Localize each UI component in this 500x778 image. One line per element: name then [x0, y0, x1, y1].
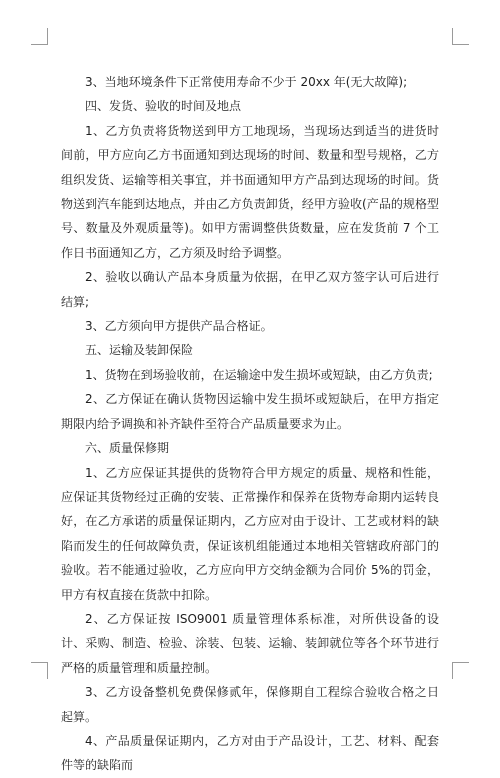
paragraph-warranty-clause-2: 2、乙方保证按 ISO9001 质量管理体系标准，对所供设备的设计、采购、制造、检验、涂装、包装、运输、装卸就位等各个环节进行严格的质量管理和质量控制。: [61, 611, 439, 675]
paragraph-transport-clause-2: 2、乙方保证在确认货物因运输中发生损坏或短缺后，在甲方指定期限内给予调换和补齐缺件至符合产品质量要求为止。: [61, 392, 439, 431]
paragraph-transport-clause-1: 1、货物在到场验收前，在运输途中发生损坏或短缺，由乙方负责;: [85, 367, 433, 382]
section-heading-warranty: 六、质量保修期: [85, 441, 170, 456]
paragraph-warranty-clause-4: 4、产品质量保证期内，乙方对由于产品设计，工艺、材料、配套件等的缺陷而: [61, 733, 439, 773]
paragraph-warranty-clause-1: 1、乙方应保证其提供的货物符合甲方规定的质量、规格和性能，应保证其货物经过正确的安装、正常操作和保养在货物寿命期内运转良好，在乙方承诺的质量保证期内，乙方应对由于设计、工艺或材料的缺陷而发生的任何故障负责，保证该机组能通过本地相关管辖政府部门的验收。若不能通过验收，乙方应向甲方交纳金额为合同价 5%的罚金，甲方有权直接在货款中扣除。: [61, 465, 439, 602]
section-heading-delivery: 四、发货、验收的时间及地点: [85, 99, 242, 114]
document-body: [61, 70, 439, 778]
crop-mark-bottom-left: [31, 662, 48, 679]
section-heading-transport: 五、运输及装卸保险: [85, 343, 194, 358]
paragraph-warranty-clause-3: 3、乙方设备整机免费保修贰年，保修期自工程综合验收合格之日起算。: [61, 685, 439, 724]
paragraph-lifetime-clause: 3、当地环境条件下正常使用寿命不少于 20xx 年(无大故障);: [85, 75, 408, 89]
crop-mark-bottom-right: [452, 662, 469, 679]
crop-mark-top-right: [452, 28, 469, 45]
crop-mark-top-left: [31, 28, 48, 45]
paragraph-delivery-clause-1: 1、乙方负责将货物送到甲方工地现场，当现场达到适当的进货时间前，甲方应向乙方书面通知到达现场的时间、数量和型号规格，乙方组织发货、运输等相关事宜，并书面通知甲方产品到达现场的时间。货物送到汽车能到达地点，并由乙方负责卸货，经甲方验收(产品的规格型号、数量及外观质量等)。如甲方需调整供货数量，应在发货前 7 个工作日书面通知乙方，乙方须及时给予调整。: [61, 123, 439, 260]
paragraph-delivery-clause-2: 2、验收以确认产品本身质量为依据，在甲乙双方签字认可后进行结算;: [61, 270, 439, 309]
paragraph-delivery-clause-3: 3、乙方须向甲方提供产品合格证。: [85, 319, 273, 334]
